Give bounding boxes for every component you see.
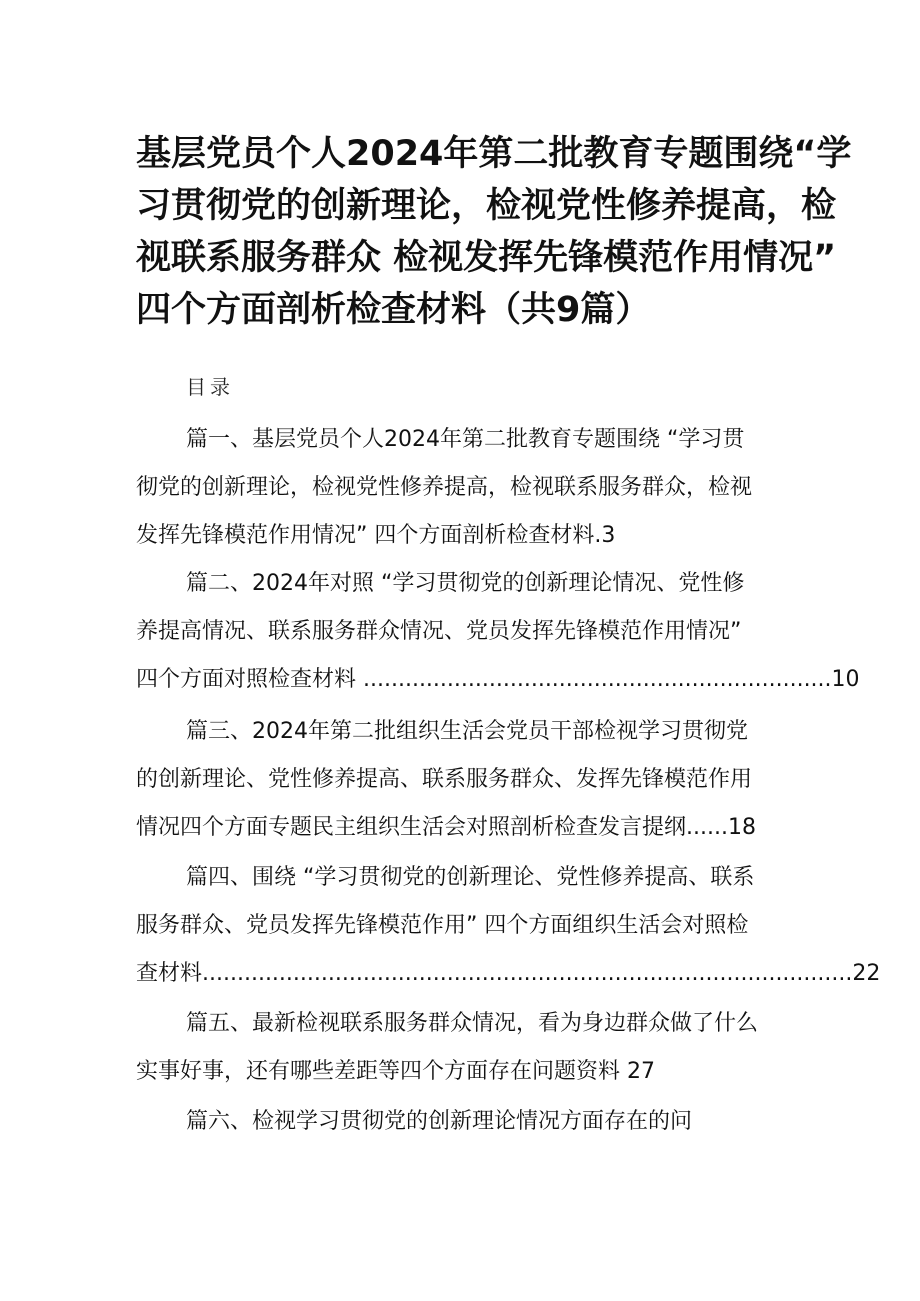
title-line: 视联系服务群众 检视发挥先锋模范作用情况”	[136, 238, 837, 278]
toc-entry-line: 篇四、围绕 “学习贯彻党的创新理论、党性修养提高、联系	[186, 865, 755, 890]
title-line: 习贯彻党的创新理论，检视党性修养提高，检	[136, 186, 837, 226]
toc-entry-line: 的创新理论、党性修养提高、联系服务群众、发挥先锋模范作用	[136, 767, 753, 792]
toc-entry-line: 查材料.............................................................................................22	[136, 961, 881, 986]
toc-entry-6[interactable]	[136, 1098, 796, 1146]
toc-entry-4[interactable]	[136, 854, 881, 998]
toc-entry-1[interactable]	[136, 416, 796, 560]
toc-entry-line: 实事好事，还有哪些差距等四个方面存在问题资料 27	[136, 1059, 655, 1084]
title-line: 基层党员个人2024年第二批教育专题围绕“学	[136, 134, 852, 174]
title-line: 四个方面剖析检查材料（共9篇）	[136, 290, 651, 330]
toc-entry-line: 养提高情况、联系服务群众情况、党员发挥先锋模范作用情况”	[136, 619, 742, 644]
document-title	[136, 128, 852, 336]
toc-entry-line: 篇六、检视学习贯彻党的创新理论情况方面存在的问	[186, 1109, 693, 1134]
toc-entry-line: 篇三、2024年第二批组织生活会党员干部检视学习贯彻党	[186, 719, 748, 744]
toc-entry-2[interactable]	[136, 560, 860, 704]
toc-heading: 目录	[186, 375, 234, 399]
toc-entry-5[interactable]	[136, 1000, 796, 1096]
toc-entry-3[interactable]	[136, 708, 796, 852]
toc-entry-line: 篇一、基层党员个人2024年第二批教育专题围绕 “学习贯	[186, 427, 745, 452]
toc-entry-line: 篇二、2024年对照 “学习贯彻党的创新理论情况、党性修	[186, 571, 745, 596]
toc-entry-line: 服务群众、党员发挥先锋模范作用” 四个方面组织生活会对照检	[136, 913, 749, 938]
toc-entry-line: 篇五、最新检视联系服务群众情况，看为身边群众做了什么	[186, 1011, 759, 1036]
toc-entry-line: 彻党的创新理论，检视党性修养提高，检视联系服务群众，检视	[136, 475, 753, 500]
toc-entry-line: 情况四个方面专题民主组织生活会对照剖析检查发言提纲......18	[136, 815, 756, 840]
toc-entry-line: 四个方面对照检查材料 ...................................................................10	[136, 667, 860, 692]
toc-entry-line: 发挥先锋模范作用情况” 四个方面剖析检查材料.3	[136, 523, 616, 548]
